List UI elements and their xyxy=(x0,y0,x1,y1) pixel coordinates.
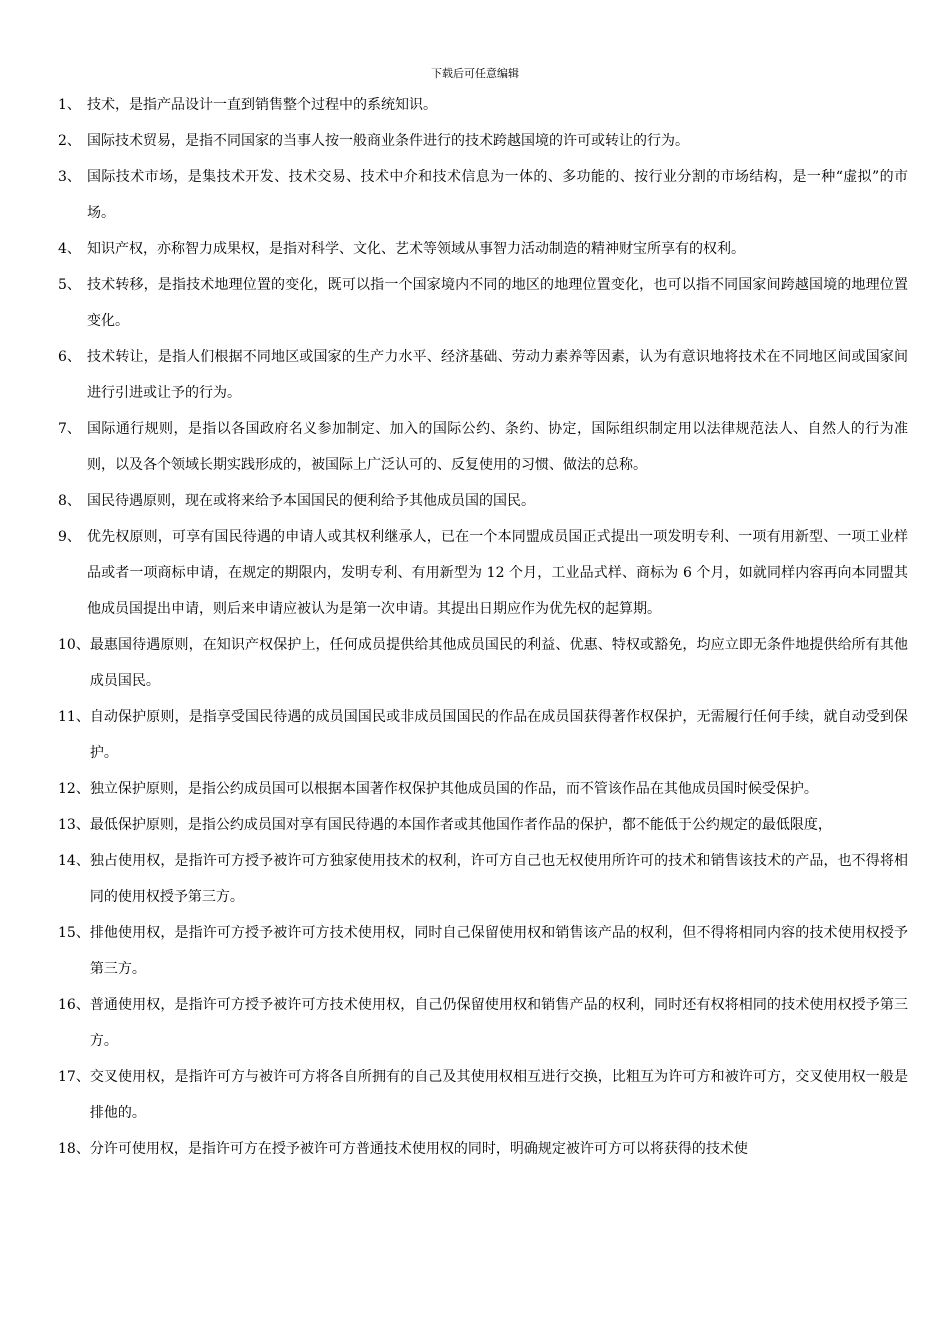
item-text: 国民待遇原则，现在或将来给予本国国民的便利给予其他成员国的国民。 xyxy=(87,493,535,509)
item-text: 国际技术市场，是集技术开发、技术交易、技术中介和技术信息为一体的、多功能的、按行业分割的市场结构，是一种“虚拟”的市场。 xyxy=(87,169,908,221)
list-item xyxy=(58,339,908,411)
page-header: 下载后可任意编辑 xyxy=(431,67,519,80)
list-item xyxy=(58,1059,908,1131)
item-number: 7、 xyxy=(58,421,81,437)
list-item xyxy=(58,843,908,915)
list-item xyxy=(58,915,908,987)
item-number: 2、 xyxy=(58,133,81,149)
list-item xyxy=(58,87,908,123)
item-number: 1、 xyxy=(58,97,81,113)
item-text: 交叉使用权，是指许可方与被许可方将各自所拥有的自己及其使用权相互进行交换，比粗互为许可方和被许可方，交叉使用权一般是排他的。 xyxy=(89,1069,908,1121)
list-item xyxy=(58,987,908,1059)
item-number: 6、 xyxy=(58,349,81,365)
list-item xyxy=(58,771,908,807)
list-item xyxy=(58,627,908,699)
list-item xyxy=(58,699,908,771)
item-number: 11、 xyxy=(58,709,90,725)
item-text: 优先权原则，可享有国民待遇的申请人或其权利继承人，已在一个本同盟成员国正式提出一项发明专利、一项有用新型、一项工业样品或者一项商标申请，在规定的期限内，发明专利、有用新型为 12 个月，工业品式样、商标为 6 个月，如就同样内容再向本同盟其他成员国提出申请，则后来申请应被认为是第一次申请。其提出日期应作为优先权的起算期。 xyxy=(87,529,908,617)
item-number: 15、 xyxy=(58,925,90,941)
definition-list xyxy=(58,87,908,1167)
item-text: 最惠国待遇原则，在知识产权保护上，任何成员提供给其他成员国民的利益、优惠、特权或豁免，均应立即无条件地提供给所有其他成员国民。 xyxy=(89,637,908,689)
item-number: 4、 xyxy=(58,241,81,257)
item-text: 独立保护原则，是指公约成员国可以根据本国著作权保护其他成员国的作品，而不管该作品在其他成员国时候受保护。 xyxy=(89,781,818,797)
item-text: 技术，是指产品设计一直到销售整个过程中的系统知识。 xyxy=(87,97,437,113)
list-item xyxy=(58,411,908,483)
item-text: 分许可使用权，是指许可方在授予被许可方普通技术使用权的同时，明确规定被许可方可以将获得的技术使 xyxy=(89,1141,748,1157)
item-text: 最低保护原则，是指公约成员国对享有国民待遇的本国作者或其他国作者作品的保护，都不能低于公约规定的最低限度， xyxy=(89,817,832,833)
item-text: 国际通行规则，是指以各国政府名义参加制定、加入的国际公约、条约、协定，国际组织制定用以法律规范法人、自然人的行为准则，以及各个领域长期实践形成的，被国际上广泛认可的、反复使用的习惯、做法的总称。 xyxy=(87,421,908,473)
list-item xyxy=(58,231,908,267)
item-number: 14、 xyxy=(58,853,90,869)
item-text: 独占使用权，是指许可方授予被许可方独家使用技术的权利，许可方自己也无权使用所许可的技术和销售该技术的产品，也不得将相同的使用权授予第三方。 xyxy=(89,853,908,905)
list-item xyxy=(58,807,908,843)
list-item xyxy=(58,483,908,519)
item-text: 国际技术贸易，是指不同国家的当事人按一般商业条件进行的技术跨越国境的许可或转让的行为。 xyxy=(87,133,689,149)
item-number: 18、 xyxy=(58,1141,90,1157)
item-number: 9、 xyxy=(58,529,81,545)
item-number: 13、 xyxy=(58,817,90,833)
item-number: 8、 xyxy=(58,493,81,509)
item-number: 17、 xyxy=(58,1069,90,1085)
list-item xyxy=(58,267,908,339)
item-number: 12、 xyxy=(58,781,90,797)
item-text: 技术转移，是指技术地理位置的变化，既可以指一个国家境内不同的地区的地理位置变化，也可以指不同国家间跨越国境的地理位置变化。 xyxy=(87,277,908,329)
item-number: 5、 xyxy=(58,277,81,293)
item-number: 3、 xyxy=(58,169,81,185)
item-text: 排他使用权，是指许可方授予被许可方技术使用权，同时自己保留使用权和销售该产品的权利，但不得将相同内容的技术使用权授予第三方。 xyxy=(89,925,908,977)
list-item xyxy=(58,1131,908,1167)
list-item xyxy=(58,159,908,231)
item-number: 16、 xyxy=(58,997,90,1013)
list-item xyxy=(58,123,908,159)
item-text: 技术转让，是指人们根据不同地区或国家的生产力水平、经济基础、劳动力素养等因素，认为有意识地将技术在不同地区间或国家间进行引进或让予的行为。 xyxy=(87,349,908,401)
list-item xyxy=(58,519,908,627)
item-text: 知识产权，亦称智力成果权，是指对科学、文化、艺术等领域从事智力活动制造的精神财宝所享有的权利。 xyxy=(87,241,745,257)
item-text: 普通使用权，是指许可方授予被许可方技术使用权，自己仍保留使用权和销售产品的权利，同时还有权将相同的技术使用权授予第三方。 xyxy=(89,997,908,1049)
item-number: 10、 xyxy=(58,637,90,653)
item-text: 自动保护原则，是指享受国民待遇的成员国国民或非成员国国民的作品在成员国获得著作权保护，无需履行任何手续，就自动受到保护。 xyxy=(89,709,908,761)
